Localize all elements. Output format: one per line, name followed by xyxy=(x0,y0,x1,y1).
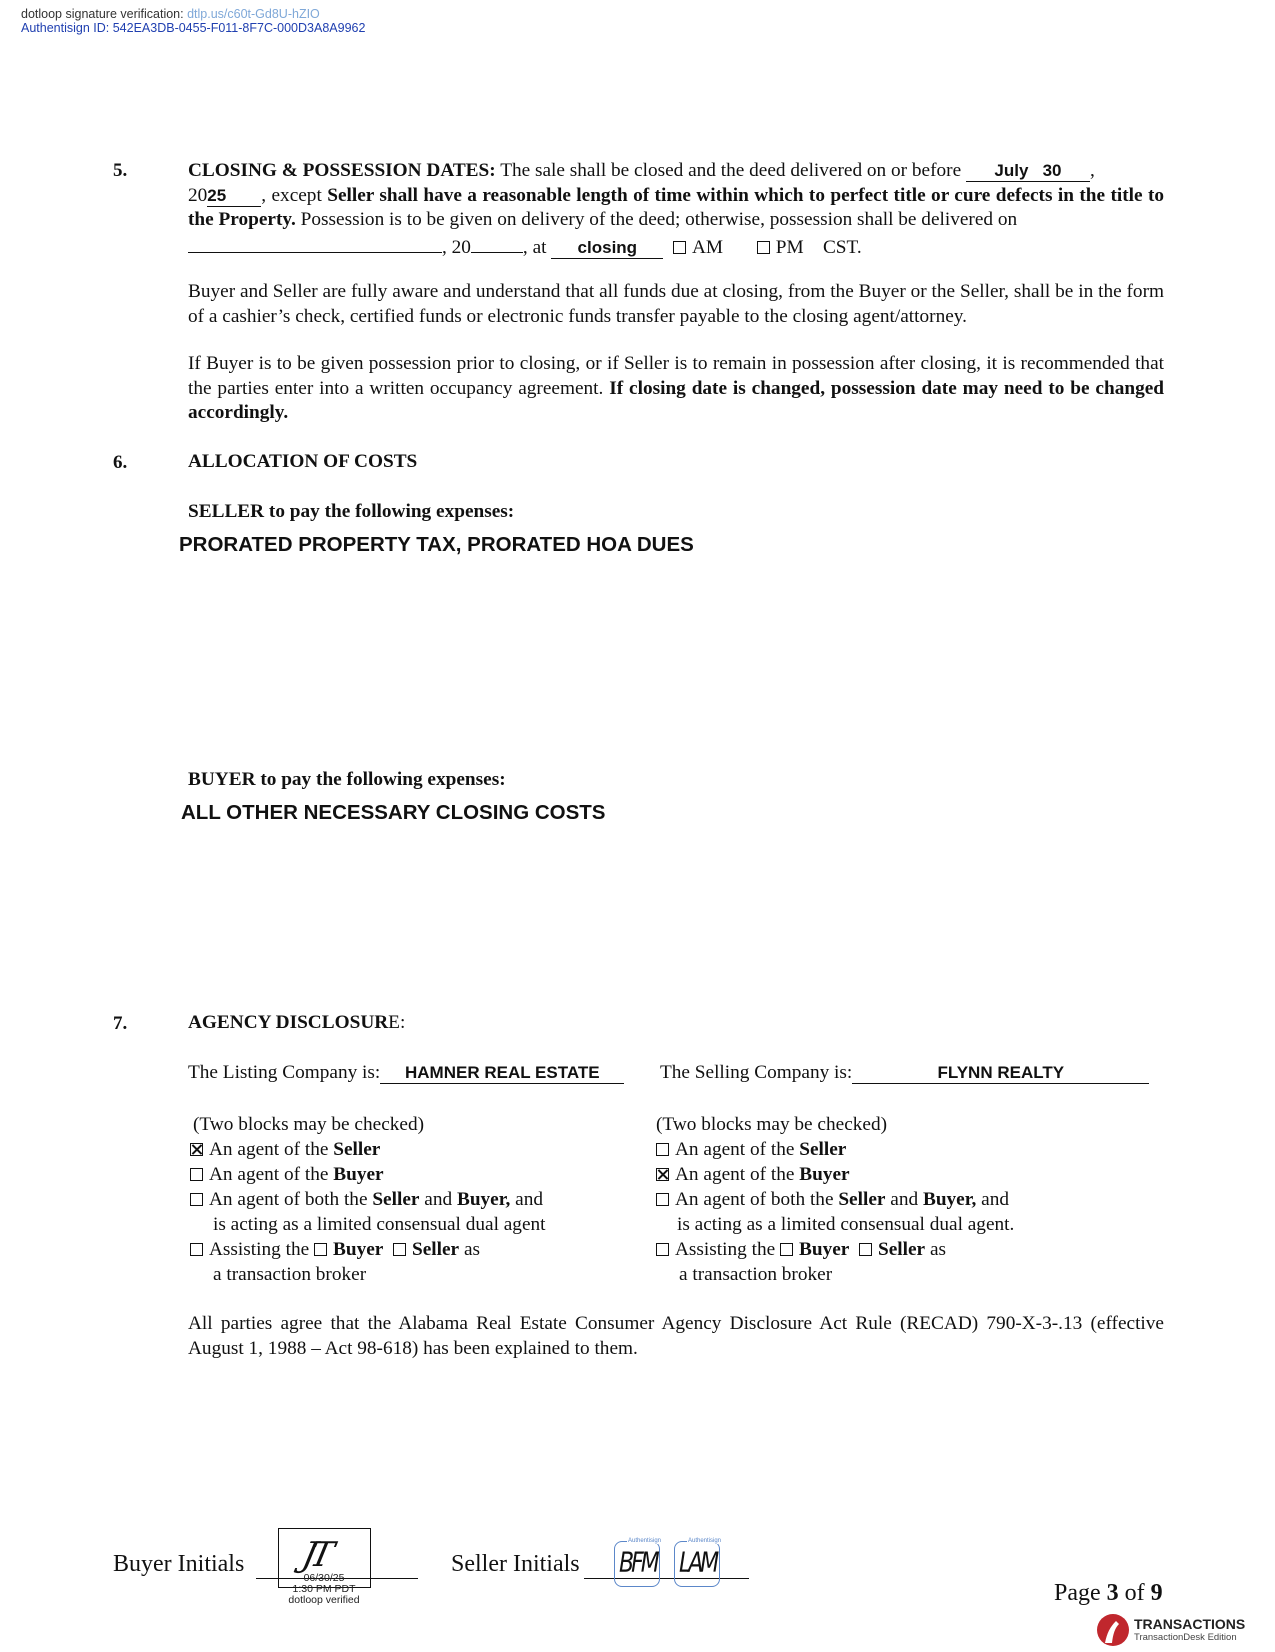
closing-year-value: 25 xyxy=(207,185,227,205)
buyer-expenses-label: BUYER to pay the following expenses: xyxy=(188,769,506,790)
listing-dual-text: An agent of both the xyxy=(209,1189,368,1210)
listing-agent-seller-text: An agent of the xyxy=(209,1139,329,1160)
selling-company-field[interactable] xyxy=(852,1063,1149,1084)
selling-company-value: FLYNN REALTY xyxy=(937,1063,1065,1082)
section-7-title-bold: AGENCY DISCLOSUR xyxy=(188,1012,389,1033)
stamp-date: 06/30/25 xyxy=(303,1572,345,1584)
possession-paragraph-bold: If closing date is changed, possession date may need to be changed accordingly. xyxy=(188,377,1164,423)
closing-text-1: The sale shall be closed and the deed delivered on or before xyxy=(500,160,962,181)
listing-agent-seller-checkbox[interactable] xyxy=(190,1143,203,1156)
listing-dual-agent-checkbox[interactable] xyxy=(190,1193,203,1206)
listing-assisting-as: as xyxy=(463,1239,480,1260)
section-5-number: 5. xyxy=(113,160,128,181)
possession-paragraph xyxy=(188,352,1164,426)
seller-initials-1: BFM xyxy=(619,1547,657,1580)
section-5-title: CLOSING & POSSESSION DATES: xyxy=(188,160,496,181)
closing-date-value: July 30 xyxy=(994,161,1062,180)
possession-paragraph-text: If Buyer is to be given possession prior to closing, or if Seller is to remain in possession after closing, it is recommended that the parties enter into a written occupancy agreement. xyxy=(188,353,1164,399)
selling-company-row xyxy=(660,1062,1149,1084)
listing-dual-and-2: and xyxy=(515,1189,544,1210)
buyer-expenses-value[interactable]: ALL OTHER NECESSARY CLOSING COSTS xyxy=(181,801,606,824)
selling-assisting-buyer-checkbox[interactable] xyxy=(780,1243,793,1256)
funds-paragraph: Buyer and Seller are fully aware and understand that all funds due at closing, from the Buyer or the Seller, shall be in the form of a cashier’s check, certified funds or electronic funds transfer payable to the closing agent/attorney. xyxy=(188,281,1164,327)
listing-company-row xyxy=(188,1062,624,1084)
closing-date-field[interactable] xyxy=(966,161,1090,182)
page-current: 3 xyxy=(1106,1580,1119,1606)
buyer-initials-mark: JT xyxy=(298,1535,332,1575)
verification-link[interactable]: dtlp.us/c60t-Gd8U-hZIO xyxy=(187,7,320,21)
closing-text-3: Possession is to be given on delivery of the deed; otherwise, possession shall be delivered on xyxy=(300,209,1018,230)
logo-title: TRANSACTIONS xyxy=(1134,1616,1246,1632)
perfect-title-clause: Seller shall have a reasonable length of time within which to perfect title or cure defects in the title to the Property. xyxy=(188,184,1165,230)
listing-agent-buyer-checkbox[interactable] xyxy=(190,1168,203,1181)
listing-assisting-seller: Seller xyxy=(411,1239,460,1260)
selling-transaction-broker: a transaction broker xyxy=(679,1264,833,1285)
seller-initials-line xyxy=(584,1578,749,1579)
section-7-number: 7. xyxy=(113,1013,128,1034)
possession-line xyxy=(188,232,1164,261)
section-6-title: ALLOCATION OF COSTS xyxy=(188,451,418,472)
listing-two-blocks: (Two blocks may be checked) xyxy=(193,1114,425,1135)
selling-dual-and-2: and xyxy=(981,1189,1010,1210)
possession-time-value: closing xyxy=(577,238,638,257)
selling-agent-seller-bold: Seller xyxy=(799,1139,847,1160)
selling-dual-agent-checkbox[interactable] xyxy=(656,1193,669,1206)
seller-initials-2: LAM xyxy=(679,1547,717,1580)
possession-year-field[interactable] xyxy=(471,232,523,253)
cst-label: CST. xyxy=(822,237,862,258)
logo-subtitle: TransactionDesk Edition xyxy=(1134,1632,1237,1643)
page-of: of xyxy=(1124,1580,1145,1606)
closing-year-prefix: 20 xyxy=(188,184,208,206)
transactions-logo-icon xyxy=(1096,1613,1130,1647)
listing-assisting-buyer-checkbox[interactable] xyxy=(314,1243,327,1256)
pm-checkbox[interactable] xyxy=(757,241,770,254)
selling-agent-buyer-bold: Buyer xyxy=(799,1164,850,1185)
am-checkbox[interactable] xyxy=(673,241,686,254)
possession-date-field[interactable] xyxy=(188,232,442,253)
page-word: Page xyxy=(1054,1580,1101,1606)
selling-agent-seller-checkbox[interactable] xyxy=(656,1143,669,1156)
selling-dual-text: An agent of both the xyxy=(675,1189,834,1210)
verification-header xyxy=(21,7,365,35)
listing-company-field[interactable] xyxy=(380,1063,624,1084)
listing-dual-and: and xyxy=(424,1189,453,1210)
page-number xyxy=(1054,1580,1163,1607)
selling-two-blocks: (Two blocks may be checked) xyxy=(656,1114,888,1135)
seller-initials-box-1[interactable] xyxy=(614,1538,662,1587)
authentisign-id: Authentisign ID: 542EA3DB-0455-F011-8F7C-000D3A8A9962 xyxy=(21,21,366,35)
selling-assisting-text: Assisting the xyxy=(675,1239,776,1260)
listing-assisting-seller-checkbox[interactable] xyxy=(393,1243,406,1256)
stamp-time: 1:30 PM PDT xyxy=(292,1583,356,1595)
listing-agent-buyer-bold: Buyer xyxy=(333,1164,384,1185)
selling-dual-and: and xyxy=(890,1189,919,1210)
selling-company-label: The Selling Company is: xyxy=(660,1062,853,1083)
selling-dual-desc: is acting as a limited consensual dual agent. xyxy=(677,1214,1015,1235)
listing-dual-buyer: Buyer, xyxy=(456,1189,511,1210)
selling-assisting-buyer: Buyer xyxy=(799,1239,850,1260)
selling-assisting-seller-checkbox[interactable] xyxy=(859,1243,872,1256)
possession-text-4: , 20 xyxy=(442,237,471,258)
pm-label: PM xyxy=(775,237,804,258)
closing-year-field[interactable] xyxy=(207,186,261,207)
seller-initials-box-2[interactable] xyxy=(674,1538,722,1587)
seller-expenses-value[interactable]: PRORATED PROPERTY TAX, PRORATED HOA DUES xyxy=(179,533,694,556)
listing-company-value: HAMNER REAL ESTATE xyxy=(405,1063,600,1082)
selling-dual-buyer: Buyer, xyxy=(922,1189,977,1210)
possession-time-field[interactable] xyxy=(551,238,663,259)
selling-dual-seller: Seller xyxy=(838,1189,886,1210)
section-5-closing: CLOSING & POSSESSION DATES: The sale shall be closed and the deed delivered on or before July 30 , 2025 , except Seller shall have a reasonable length of time within which to perfect title or cure defects in the title to the Property. Possession is to be given on delivery of the deed; otherwise, possession shall be delivered on xyxy=(188,160,1165,230)
stamp-verified: dotloop verified xyxy=(288,1594,360,1606)
possession-text-5: , at xyxy=(522,237,547,258)
page-total: 9 xyxy=(1150,1580,1163,1606)
seller-initials-label: Seller Initials xyxy=(451,1551,580,1577)
buyer-initials-label: Buyer Initials xyxy=(113,1551,245,1577)
selling-assisting-checkbox[interactable] xyxy=(656,1243,669,1256)
listing-agency-options xyxy=(190,1112,546,1287)
listing-dual-seller: Seller xyxy=(372,1189,420,1210)
verification-label: dotloop signature verification: xyxy=(21,7,184,21)
initials-tag-2: Authentisign xyxy=(688,1538,722,1544)
listing-company-label: The Listing Company is: xyxy=(188,1062,381,1083)
seller-expenses-label: SELLER to pay the following expenses: xyxy=(188,501,515,522)
listing-assisting-checkbox[interactable] xyxy=(190,1243,203,1256)
selling-assisting-as: as xyxy=(929,1239,946,1260)
listing-agent-buyer-text: An agent of the xyxy=(209,1164,329,1185)
listing-dual-desc: is acting as a limited consensual dual agent xyxy=(213,1214,546,1235)
buyer-initials-stamp-meta xyxy=(268,1573,380,1606)
listing-agent-seller-bold: Seller xyxy=(333,1139,381,1160)
selling-agency-options xyxy=(656,1112,1014,1287)
closing-text-2: , except xyxy=(261,184,322,206)
listing-assisting-text: Assisting the xyxy=(209,1239,310,1260)
listing-assisting-buyer: Buyer xyxy=(333,1239,384,1260)
listing-transaction-broker: a transaction broker xyxy=(213,1264,367,1285)
recad-paragraph: All parties agree that the Alabama Real Estate Consumer Agency Disclosure Act Rule (RECAD) 790-X-3-.13 (effective August 1, 1988 – Act 98-618) has been explained to them. xyxy=(188,1313,1164,1359)
am-label: AM xyxy=(691,237,724,258)
selling-agent-buyer-checkbox[interactable] xyxy=(656,1168,669,1181)
selling-agent-seller-text: An agent of the xyxy=(675,1139,795,1160)
section-7-title xyxy=(188,1012,405,1034)
selling-assisting-seller: Seller xyxy=(877,1239,926,1260)
initials-tag-1: Authentisign xyxy=(628,1538,662,1544)
selling-agent-buyer-text: An agent of the xyxy=(675,1164,795,1185)
section-6-number: 6. xyxy=(113,452,128,473)
section-7-title-end: E: xyxy=(388,1012,406,1033)
